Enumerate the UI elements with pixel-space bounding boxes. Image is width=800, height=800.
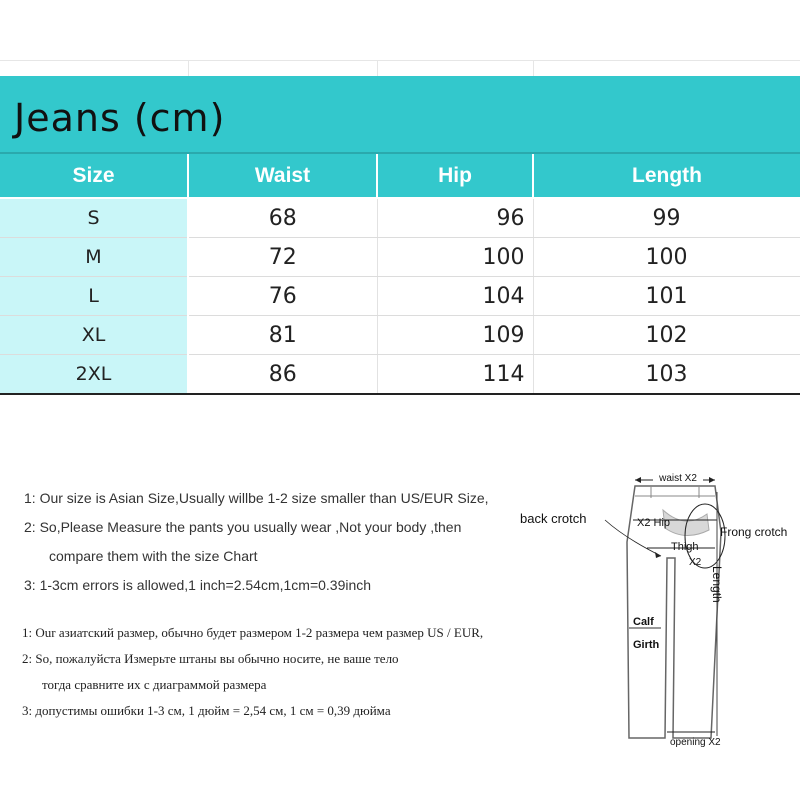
table-row <box>0 277 800 316</box>
size-cell: L <box>0 277 188 316</box>
table-header-row <box>0 154 800 198</box>
length-label: Length <box>710 566 724 603</box>
hip-label: X2 Hip <box>637 517 671 529</box>
size-cell: S <box>0 198 188 238</box>
size-table <box>0 154 800 395</box>
length-cell: 101 <box>533 277 800 316</box>
girth-label: Girth <box>633 639 660 651</box>
length-cell: 103 <box>533 355 800 395</box>
waist-cell: 76 <box>188 277 377 316</box>
waist-cell: 72 <box>188 238 377 277</box>
hip-cell: 114 <box>377 355 533 395</box>
note-line: 2: So, пожалуйста Измерьте штаны вы обычно носите, не ваше тело <box>22 651 399 666</box>
table-row <box>0 238 800 277</box>
waist-cell: 81 <box>188 316 377 355</box>
pants-measurement-diagram <box>515 462 800 747</box>
hip-cell: 109 <box>377 316 533 355</box>
thigh-x2-label: X2 <box>689 557 702 568</box>
russian-notes <box>22 620 483 724</box>
header-hip: Hip <box>377 154 533 198</box>
length-cell: 102 <box>533 316 800 355</box>
note-line: 2: So,Please Measure the pants you usually wear ,Not your body ,then <box>24 519 462 535</box>
size-cell: XL <box>0 316 188 355</box>
calf-label: Calf <box>633 616 654 628</box>
table-row <box>0 198 800 238</box>
hip-cell: 100 <box>377 238 533 277</box>
header-waist: Waist <box>188 154 377 198</box>
waist-cell: 68 <box>188 198 377 238</box>
note-line: 1: Our size is Asian Size,Usually willbe 1-2 size smaller than US/EUR Size, <box>24 490 489 506</box>
header-length: Length <box>533 154 800 198</box>
hip-cell: 96 <box>377 198 533 238</box>
size-cell: M <box>0 238 188 277</box>
spreadsheet-grid <box>0 60 800 77</box>
thigh-label: Thigh <box>671 541 699 553</box>
note-line: compare them with the size Chart <box>49 548 258 564</box>
note-line: 3: 1-3cm errors is allowed,1 inch=2.54cm,1cm=0.39inch <box>24 577 372 593</box>
note-line: 1: Our азиатский размер, обычно будет размером 1-2 размера чем размер US / EUR, <box>22 625 484 640</box>
note-line: 3: допустимы ошибки 1-3 см, 1 дюйм = 2,54 см, 1 см = 0,39 дюйма <box>22 703 391 718</box>
opening-label: opening X2 <box>670 737 721 747</box>
hip-cell: 104 <box>377 277 533 316</box>
table-row <box>0 355 800 395</box>
front-crotch-label: Frong crotch <box>720 525 788 539</box>
table-row <box>0 316 800 355</box>
header-size: Size <box>0 154 188 198</box>
pants-illustration <box>515 462 800 747</box>
length-cell: 100 <box>533 238 800 277</box>
length-cell: 99 <box>533 198 800 238</box>
chart-title: Jeans (cm) <box>14 96 226 140</box>
back-crotch-label: back crotch <box>520 511 587 526</box>
english-notes <box>24 484 489 600</box>
waist-cell: 86 <box>188 355 377 395</box>
size-cell: 2XL <box>0 355 188 395</box>
note-line: тогда сравните их с диаграммой размера <box>42 677 267 692</box>
waist-label: waist X2 <box>659 473 697 484</box>
